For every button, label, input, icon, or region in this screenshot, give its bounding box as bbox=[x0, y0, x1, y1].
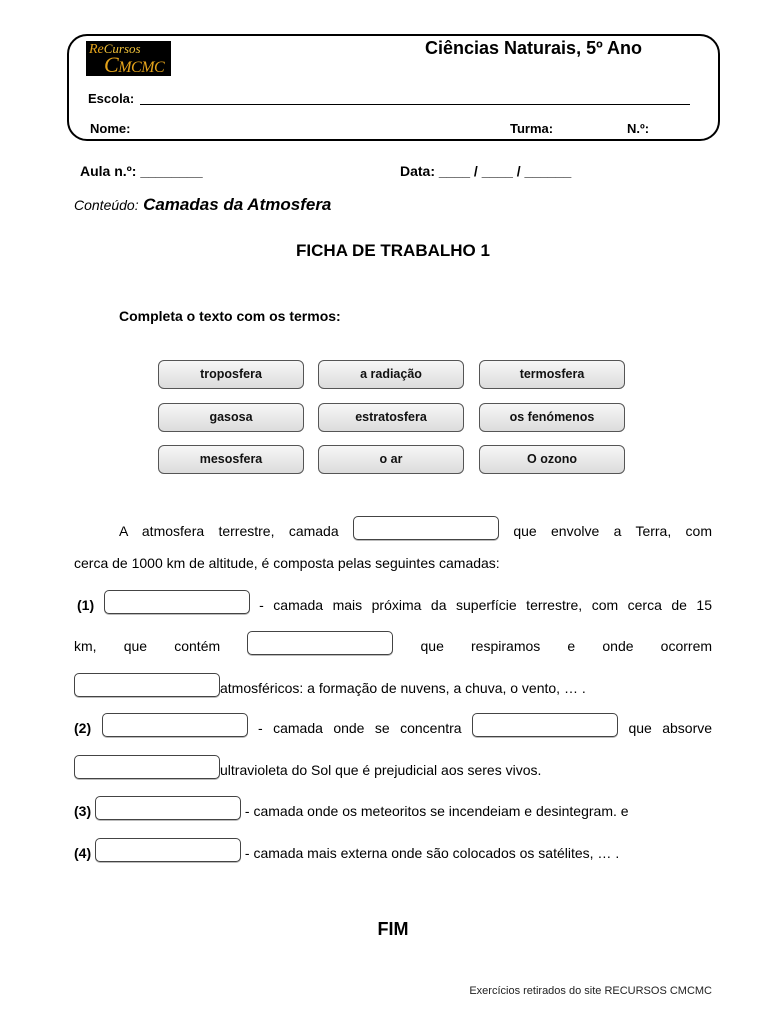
school-label: Escola: bbox=[88, 91, 135, 106]
layer-number-1: (1) bbox=[77, 597, 95, 613]
answer-blank-1[interactable] bbox=[353, 516, 499, 540]
end-label: FIM bbox=[377, 919, 409, 939]
text-segment: ultravioleta do Sol que é prejudicial aos seres vivos. bbox=[220, 762, 542, 778]
term-chip: termosfera bbox=[479, 360, 625, 389]
text-segment: km, que contém bbox=[74, 638, 221, 654]
text-line-7 bbox=[74, 757, 712, 783]
text-segment: - camada onde os meteoritos se incendeiam e desintegram. e bbox=[244, 803, 629, 819]
logo-text-cursos: Cursos bbox=[103, 41, 141, 56]
logo-text-c: C bbox=[104, 52, 119, 76]
answer-blank-3[interactable] bbox=[247, 631, 393, 655]
layer-number-2: (2) bbox=[74, 720, 92, 736]
text-segment: cerca de 1000 km de altitude, é composta pelas seguintes camadas: bbox=[74, 555, 500, 571]
term-chip: a radiação bbox=[318, 360, 464, 389]
text-segment: que absorve bbox=[628, 720, 713, 736]
text-segment: A atmosfera terrestre, camada bbox=[119, 523, 339, 539]
text-line-2 bbox=[74, 550, 712, 576]
text-segment: - camada onde se concentra bbox=[258, 720, 462, 736]
answer-blank-6[interactable] bbox=[472, 713, 618, 737]
subject-title: Ciências Naturais, 5º Ano bbox=[425, 38, 642, 58]
text-segment: que envolve a Terra, com bbox=[513, 523, 713, 539]
text-line-6 bbox=[74, 715, 712, 741]
answer-blank-9[interactable] bbox=[95, 838, 241, 862]
instruction: Completa o texto com os termos: bbox=[119, 308, 341, 324]
term-chip: os fenómenos bbox=[479, 403, 625, 432]
content-label: Conteúdo: bbox=[74, 197, 139, 213]
content-topic: Camadas da Atmosfera bbox=[143, 195, 332, 214]
term-chip: troposfera bbox=[158, 360, 304, 389]
text-line-1 bbox=[74, 518, 712, 544]
text-segment: - camada mais próxima da superfície terrestre, com cerca de 15 bbox=[259, 597, 713, 613]
text-line-8 bbox=[74, 798, 712, 824]
lesson-number-field: Aula n.º: ________ bbox=[80, 163, 203, 179]
logo-text-mcmc: MCMC bbox=[118, 59, 165, 76]
answer-blank-2[interactable] bbox=[104, 590, 250, 614]
layer-number-4: (4) bbox=[74, 845, 92, 861]
text-line-5 bbox=[74, 675, 712, 701]
answer-blank-4[interactable] bbox=[74, 673, 220, 697]
worksheet-title: FICHA DE TRABALHO 1 bbox=[296, 241, 490, 260]
class-label: Turma: bbox=[510, 121, 554, 136]
layer-number-3: (3) bbox=[74, 803, 92, 819]
term-chip: o ar bbox=[318, 445, 464, 474]
recursos-cmcmc-logo bbox=[86, 41, 171, 76]
logo-text-re: Re bbox=[89, 42, 104, 57]
number-label: N.º: bbox=[627, 121, 650, 136]
footer-credit: Exercícios retirados do site RECURSOS CMCMC bbox=[469, 985, 712, 997]
term-chip: estratosfera bbox=[318, 403, 464, 432]
text-line-9 bbox=[74, 840, 712, 866]
answer-blank-7[interactable] bbox=[74, 755, 220, 779]
content-row bbox=[74, 194, 331, 217]
text-segment: que respiramos e onde ocorrem bbox=[420, 638, 713, 654]
text-segment: - camada mais externa onde são colocados os satélites, … . bbox=[244, 845, 620, 861]
text-segment: atmosféricos: a formação de nuvens, a chuva, o vento, … . bbox=[220, 680, 586, 696]
date-field: Data: ____ / ____ / ______ bbox=[400, 163, 572, 179]
term-chip: O ozono bbox=[479, 445, 625, 474]
answer-blank-8[interactable] bbox=[95, 796, 241, 820]
answer-blank-5[interactable] bbox=[102, 713, 248, 737]
text-line-4 bbox=[74, 633, 712, 659]
term-chip: mesosfera bbox=[158, 445, 304, 474]
text-line-3 bbox=[74, 592, 712, 618]
school-field[interactable] bbox=[140, 104, 690, 105]
name-label: Nome: bbox=[90, 121, 131, 136]
term-chip: gasosa bbox=[158, 403, 304, 432]
